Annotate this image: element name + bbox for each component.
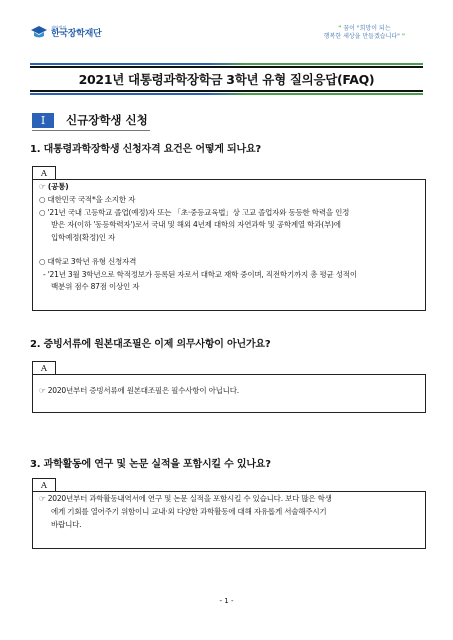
answer-box-3 (32, 491, 426, 549)
foundation-logo (30, 25, 101, 39)
title-stripe-top (30, 63, 423, 65)
page-number: - 1 - (219, 597, 234, 605)
title-stripe-bottom (30, 93, 423, 95)
graduation-cap-icon (30, 25, 48, 39)
question-2: 2. 증빙서류에 원본대조필은 이제 의무사항이 아닌가요? (30, 339, 271, 350)
answer-line: 바랍니다. (51, 519, 82, 529)
section-underline (32, 130, 150, 131)
answer-line (39, 245, 419, 256)
slogan-line-2: 행복한 세상을 만들겠습니다" (323, 33, 400, 41)
page-title: 2021년 대통령과학장학금 3학년 유형 질의응답(FAQ) (78, 72, 375, 87)
answer-line: 받은 자(이하 '동등학력자')로서 국내 및 해외 4년제 대학의 자연과학 및 공학계열 학과(부)에 (51, 220, 341, 230)
answer-2-text (33, 375, 425, 398)
answer-line: ☞ (공통) (39, 182, 69, 191)
answer-box-2 (32, 374, 426, 413)
logo-caption: 재단법인 (51, 24, 67, 30)
answer-label-3: A (32, 478, 56, 492)
question-3: 3. 과학활동에 연구 및 논문 실적을 포함시킬 수 있나요? (30, 459, 271, 470)
answer-box-1 (32, 179, 426, 311)
answer-1-text (33, 180, 425, 294)
title-bar (30, 66, 423, 92)
answer-line: ○ 대학교 3학년 유형 신청자격 (39, 256, 137, 266)
answer-line: ☞ 2020년부터 과학활동내역서에 연구 및 논문 실적을 포함시킬 수 있습니다. 보다 많은 학생 (39, 494, 332, 503)
section-title: 신규장학생 신청 (66, 113, 148, 127)
logo-name: 한국장학재단 (51, 28, 102, 39)
question-1: 1. 대통령과학장학생 신청자격 요건은 어떻게 되나요? (30, 144, 262, 155)
answer-label-2: A (32, 361, 56, 375)
answer-line: - '21년 3월 3학년으로 학적정보가 등록된 자로서 대학교 재학 중이며, 직전학기까지 총 평균 성적이 (43, 269, 357, 279)
section-heading (32, 112, 148, 128)
answer-line: ○ 대한민국 국적*을 소지한 자 (39, 194, 136, 204)
answer-3-text (33, 492, 425, 531)
answer-line: 에게 기회를 열어주기 위함이니 교내·외 다양한 과학활동에 대해 자유롭게 서술해주시기 (51, 506, 327, 516)
answer-label-1: A (32, 166, 56, 180)
answer-line: ○ '21년 국내 고등학교 졸업(예정)자 또는 「초·중등교육법」상 고교 졸업자와 동등한 학력을 인정 (39, 207, 350, 217)
slogan-line-1: 꿈이 "희망이 되는 (343, 25, 391, 32)
answer-line: 입학예정(확정)인 자 (51, 233, 115, 242)
slogan: " 꿈이 "희망이 되는 행복한 세상을 만들겠습니다" " (323, 25, 405, 41)
section-number: I (32, 113, 54, 128)
answer-line: 백분위 점수 87점 이상인 자 (51, 282, 140, 292)
answer-line: ☞ 2020년부터 증빙서류에 원본대조필은 필수사항이 아닙니다. (39, 386, 239, 395)
